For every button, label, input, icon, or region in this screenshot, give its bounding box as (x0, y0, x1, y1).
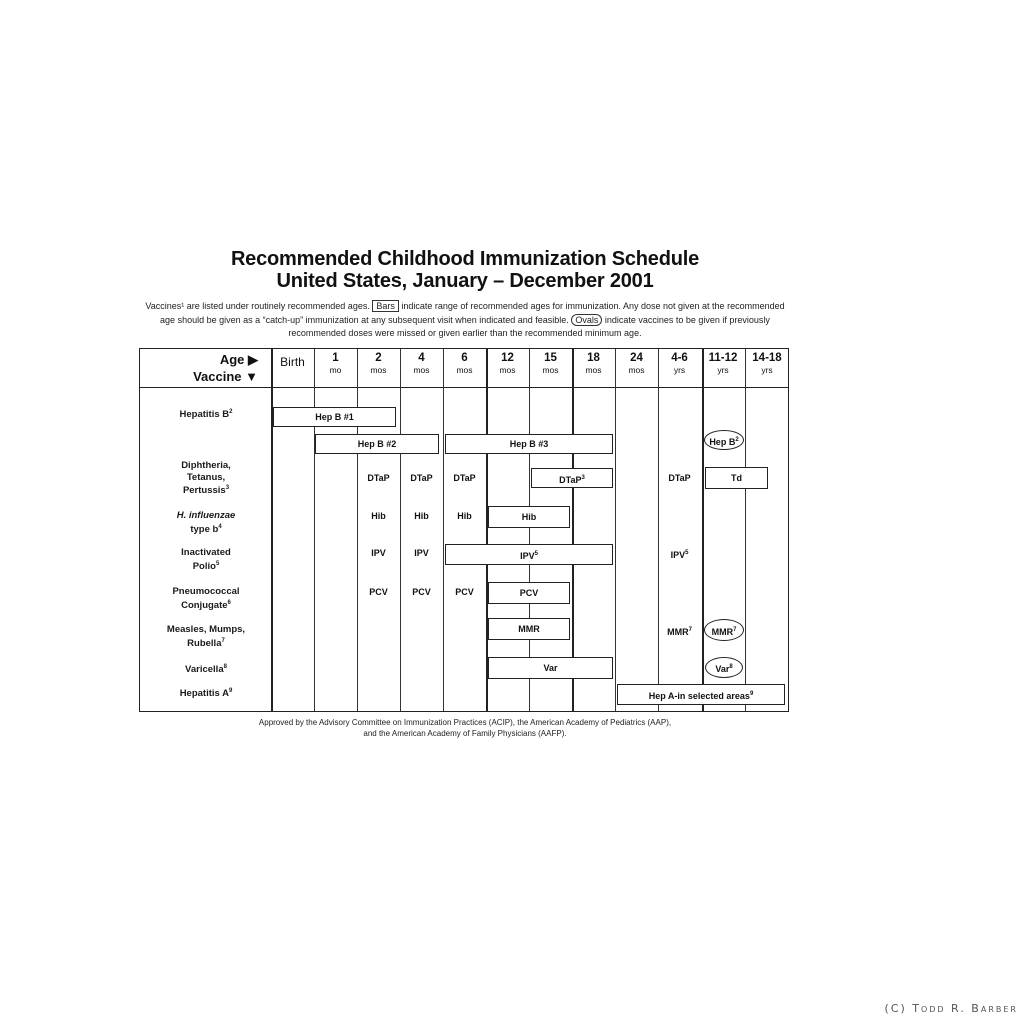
age-header-15mos: 15 mos (542, 352, 559, 375)
hepb2-bar: Hep B #2 (315, 434, 439, 454)
mmr-12-15mos-bar: MMR (488, 618, 570, 640)
grid-line (271, 349, 273, 711)
corner-header (145, 351, 258, 385)
age-header-11-12yrs: 11-12 yrs (708, 352, 738, 375)
age-header-24mos: 24 mos (628, 352, 645, 375)
dtap-4-6yrs: DTaP (668, 473, 691, 483)
hepa-bar: Hep A-in selected areas$^9$ (617, 684, 785, 705)
document-title-line2: United States, January – December 2001 (276, 270, 654, 292)
intro-text (140, 300, 790, 341)
mmr-catchup-oval: MMR$^7$ (704, 619, 744, 641)
grid-line (443, 349, 444, 711)
vaccine-label-pcv: Pneumococcal Conjugate$^6$ (172, 586, 240, 611)
vaccine-label-mmr: Measles, Mumps, Rubella$^7$ (166, 624, 246, 649)
vaccine-label-ipv: Inactivated Polio$^5$ (181, 547, 231, 572)
age-header-12mos: 12 mos (499, 352, 516, 375)
dtap-15-18mos-bar: DTaP$^3$ (531, 468, 613, 488)
grid-line (615, 349, 616, 711)
dtap-2mos: DTaP (367, 473, 390, 483)
age-header-4-6yrs: 4-6 yrs (671, 352, 688, 375)
ipv-2mos: IPV (371, 548, 386, 558)
age-header-2mos: 2 mos (370, 352, 387, 375)
grid-line (658, 349, 659, 711)
mmr-4-6yrs: MMR$^7$ (667, 627, 692, 637)
hib-12-15mos-bar: Hib (488, 506, 570, 528)
hepb-catchup-oval: Hep $B^2$ (704, 430, 744, 450)
ipv-4mos: IPV (414, 548, 429, 558)
hib-6mos: Hib (457, 511, 472, 521)
age-header-18mos: 18 mos (585, 352, 602, 375)
vaccine-label-hepa: Hepatitis $A^9$ (179, 688, 233, 700)
pcv-12-15mos-bar: PCV (488, 582, 570, 604)
hib-2mos: Hib (371, 511, 386, 521)
grid-line (400, 349, 401, 711)
age-header-14-18yrs: 14-18 yrs (752, 352, 782, 375)
td-bar: Td (705, 467, 768, 489)
ovals-legend-word: Ovals (571, 314, 602, 326)
intro-part1: Vaccines¹ are listed under routinely recommended ages. (145, 301, 370, 311)
hib-4mos: Hib (414, 511, 429, 521)
bars-legend-word: Bars (372, 300, 399, 312)
pcv-6mos: PCV (455, 587, 474, 597)
age-header-4mos: 4 mos (413, 352, 430, 375)
vaccine-axis-label: Vaccine ▼ (193, 369, 258, 384)
dtap-6mos: DTaP (453, 473, 476, 483)
vaccine-label-hib: H. influenzae type $b^4$ (176, 510, 236, 535)
ipv-6-18mos-bar: IPV$^5$ (445, 544, 613, 565)
pcv-4mos: PCV (412, 587, 431, 597)
grid-line (702, 349, 704, 711)
age-axis-label: Age ▶ (219, 352, 258, 367)
intro-part2: indicate range of recommended ages for immunization. Any dose not given at the recommended age should be given as a “catch-up” immunization at any subsequent visit when indicated and feasible. (160, 301, 785, 325)
vaccine-label-dtap: Diphtheria, Tetanus, Pertussis$^3$ (181, 460, 231, 497)
document-title-line1: Recommended Childhood Immunization Schedule (230, 248, 700, 270)
var-12-18mos-bar: Var (488, 657, 613, 679)
intro-part3: indicate vaccines to be given if previously recommended doses were missed or given earlier than the recommended minimum age. (288, 314, 770, 338)
age-header-birth: Birth (280, 355, 305, 369)
grid-line (357, 349, 358, 711)
dtap-4mos: DTaP (410, 473, 433, 483)
vaccine-label-var: Varicella$^8$ (185, 664, 227, 676)
vaccine-label-hepb: Hepatitis $B^2$ (179, 409, 233, 421)
hepb3-bar: Hep B #3 (445, 434, 613, 454)
ipv-4-6yrs: IPV$^5$ (670, 550, 689, 560)
pcv-2mos: PCV (369, 587, 388, 597)
copyright-watermark: (C) Todd R. Barber (884, 1002, 1018, 1015)
grid-line (745, 349, 746, 711)
hepb1-bar: Hep B #1 (273, 407, 396, 427)
age-header-6mos: 6 mos (456, 352, 473, 375)
approval-note: Approved by the Advisory Committee on Immunization Practices (ACIP), the American Academy of Pediatrics (AAP), and the American Academy of Family Physicians (AAFP). (258, 718, 672, 738)
grid-line (314, 349, 315, 711)
var-catchup-oval: Var$^8$ (705, 657, 743, 678)
age-header-1mo: 1 mo (329, 352, 342, 375)
